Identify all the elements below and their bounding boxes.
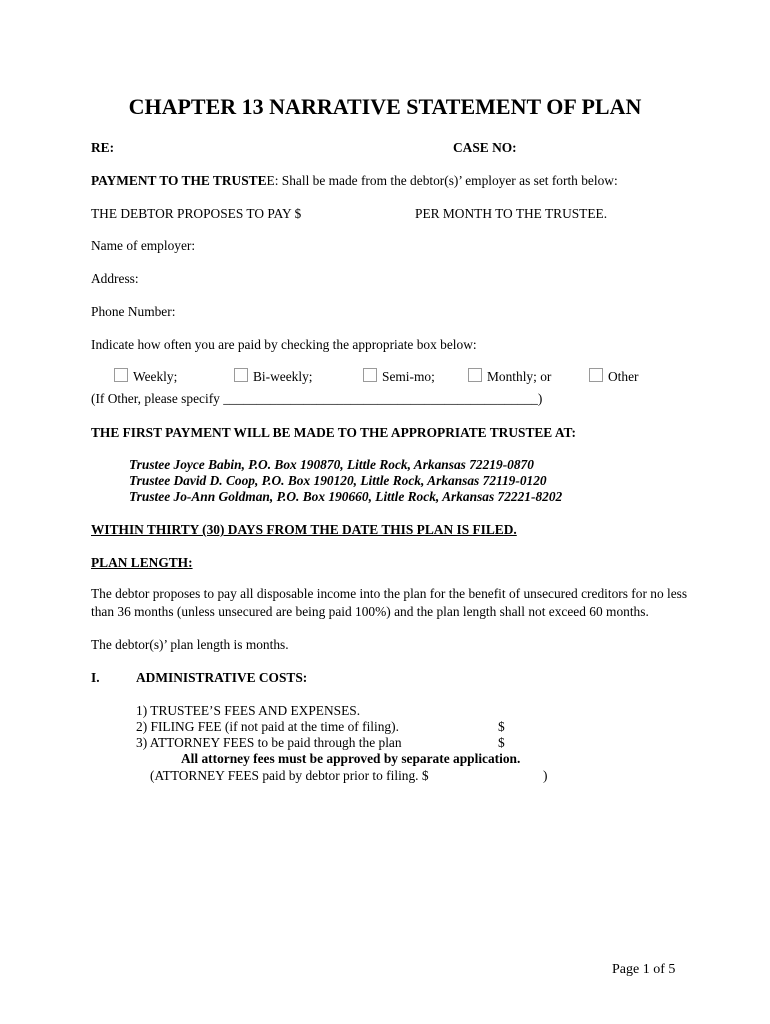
weekly-label: Weekly; [133, 369, 178, 384]
other-label: Other [608, 369, 639, 384]
proposes-pay-label: THE DEBTOR PROPOSES TO PAY $ [91, 206, 302, 221]
re-label: RE: [91, 140, 115, 155]
trustee-goldman: Trustee Jo-Ann Goldman, P.O. Box 190660, Little Rock, Arkansas 72221-8202 [129, 489, 563, 504]
employer-label: Name of employer: [91, 238, 196, 253]
payment-heading-bold: PAYMENT TO THE TRUSTE [91, 173, 267, 188]
monthly-checkbox[interactable] [468, 368, 482, 382]
plan-length-paragraph: The debtor proposes to pay all disposable income into the plan for the benefit of unsecured creditors for no less than 36 months (unless unsecured are being paid 100%) and the plan length shall not exceed 60 months. [91, 586, 688, 619]
within-thirty-days: WITHIN THIRTY (30) DAYS FROM THE DATE THIS PLAN IS FILED. [91, 522, 517, 537]
phone-label: Phone Number: [91, 304, 176, 319]
biweekly-checkbox[interactable] [234, 368, 248, 382]
semimonthly-checkbox[interactable] [363, 368, 377, 382]
per-month-label: PER MONTH TO THE TRUSTEE. [415, 206, 608, 221]
frequency-prompt: Indicate how often you are paid by checking the appropriate box below: [91, 337, 477, 352]
weekly-checkbox[interactable] [114, 368, 128, 382]
admin-item-trustee-fees: 1) TRUSTEE’S FEES AND EXPENSES. [136, 703, 361, 718]
semimonthly-label: Semi-mo; [382, 369, 435, 384]
document-title: CHAPTER 13 NARRATIVE STATEMENT OF PLAN [128, 94, 642, 119]
attorney-prior-close: ) [543, 768, 548, 783]
address-label: Address: [91, 271, 139, 286]
first-payment-heading: THE FIRST PAYMENT WILL BE MADE TO THE APPROPRIATE TRUSTEE AT: [91, 425, 576, 440]
monthly-label: Monthly; or [487, 369, 552, 384]
other-specify-line: (If Other, please specify _______________________________________________) [91, 391, 543, 406]
attorney-fees-dollar: $ [498, 735, 505, 750]
admin-item-filing-fee: 2) FILING FEE (if not paid at the time of filing). [136, 719, 399, 734]
section-title: ADMINISTRATIVE COSTS: [136, 670, 308, 685]
plan-length-heading: PLAN LENGTH: [91, 555, 193, 570]
filing-fee-dollar: $ [498, 719, 505, 734]
trustee-babin: Trustee Joyce Babin, P.O. Box 190870, Little Rock, Arkansas 72219-0870 [129, 457, 534, 472]
payment-heading-rest: E: Shall be made from the debtor(s)’ employer as set forth below: [266, 173, 618, 188]
attorney-fees-notice: All attorney fees must be approved by separate application. [181, 751, 521, 766]
biweekly-label: Bi-weekly; [253, 369, 313, 384]
other-checkbox[interactable] [589, 368, 603, 382]
page-footer: Page 1 of 5 [612, 962, 676, 977]
payment-heading [91, 172, 618, 189]
section-number: I. [91, 670, 100, 685]
plan-length-months: The debtor(s)’ plan length is months. [91, 637, 289, 652]
case-no-label: CASE NO: [453, 140, 517, 155]
admin-item-attorney-fees: 3) ATTORNEY FEES to be paid through the plan [136, 735, 402, 750]
trustee-coop: Trustee David D. Coop, P.O. Box 190120, Little Rock, Arkansas 72119-0120 [129, 473, 547, 488]
attorney-prior-filing: (ATTORNEY FEES paid by debtor prior to filing. $ [150, 768, 429, 783]
